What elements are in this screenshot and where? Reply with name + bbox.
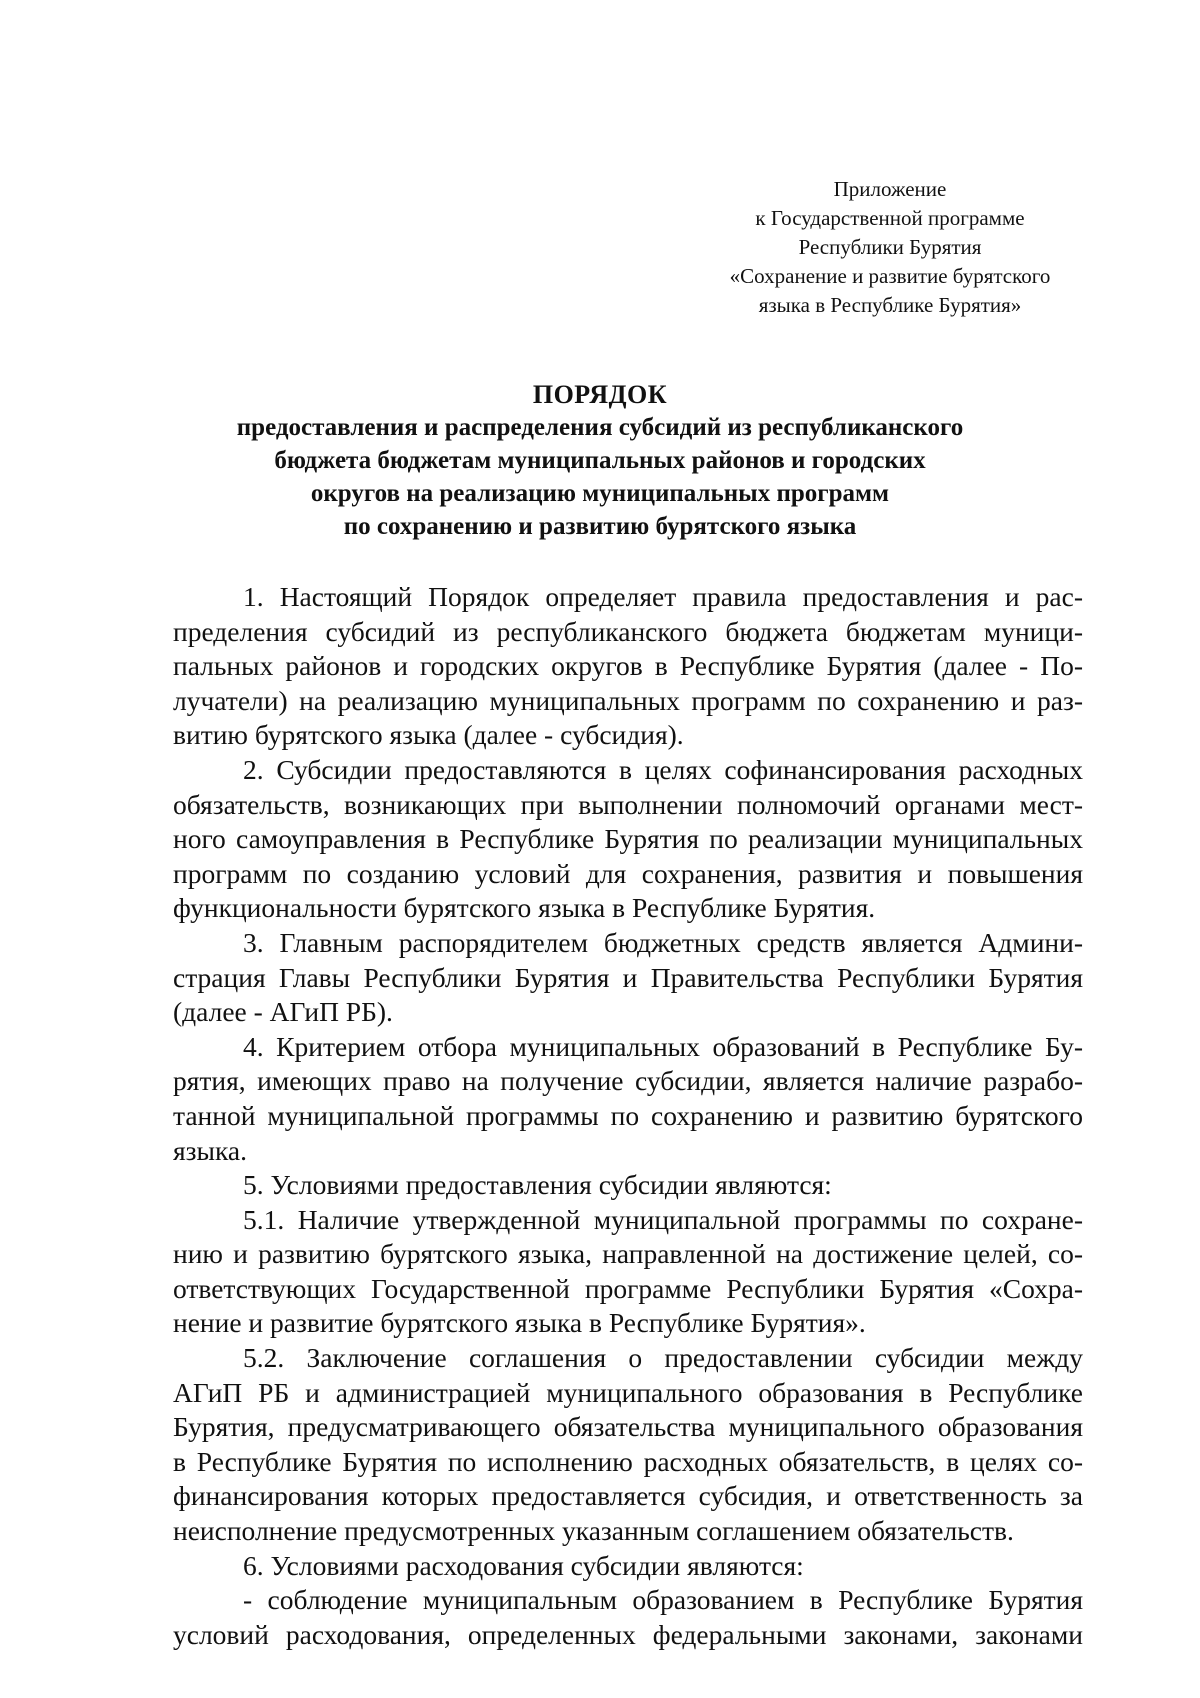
body-line: условий расходования, определенных федеральными законами, законами [173,1618,1083,1650]
title-line: предоставления и распределения субсидий из республиканского [236,414,964,441]
body-line: языка. [173,1134,248,1166]
body-line: пальных районов и городских округов в Республике Бурятия (далее - По- [173,650,1083,682]
body-line: танной муниципальной программы по сохранению и развитию бурятского [173,1099,1083,1131]
body-line: АГиП РБ и администрацией муниципального образования в Республике [173,1376,1083,1408]
body-line: 5.2. Заключение соглашения о предоставлении субсидии между [243,1342,1083,1374]
title-main: ПОРЯДОК [532,380,668,409]
title-line: бюджета бюджетам муниципальных районов и городских [274,447,926,474]
body-line: (далее - АГиП РБ). [173,996,393,1028]
body-line: 5. Условиями предоставления субсидии являются: [243,1169,832,1201]
body-line: 6. Условиями расходования субсидии являются: [243,1549,804,1581]
body-line: - соблюдение муниципальным образованием в Республике Бурятия [243,1584,1083,1616]
document-title [100,378,1100,543]
body-line: 2. Субсидии предоставляются в целях софинансирования расходных [243,753,1083,785]
body-line: нию и развитию бурятского языка, направленной на достижение целей, со- [173,1238,1083,1270]
body-line: страция Главы Республики Бурятия и Правительства Республики Бурятия [173,961,1083,993]
body-line: Бурятия, предусматривающего обязательства муниципального образования [173,1411,1083,1443]
body-line: 3. Главным распорядителем бюджетных средств является Админи- [243,926,1083,958]
body-line: 1. Настоящий Порядок определяет правила предоставления и рас- [243,581,1083,612]
appendix-line: к Государственной программе [755,206,1025,230]
body-line: нение и развитие бурятского языка в Республике Бурятия». [173,1307,866,1339]
body-line: ответствующих Государственной программе Республики Бурятия «Сохра- [173,1272,1083,1304]
body-line: ного самоуправления в Республике Бурятия по реализации муниципальных [173,823,1083,855]
body-line: рятия, имеющих право на получение субсидии, является наличие разрабо- [173,1065,1083,1097]
document-body [173,580,1083,1652]
body-line: программ по созданию условий для сохранения, развития и повышения [173,857,1083,889]
body-line: функциональности бурятского языка в Республике Бурятия. [173,892,876,924]
body-line: 5.1. Наличие утвержденной муниципальной программы по сохране- [243,1203,1083,1235]
body-line: обязательств, возникающих при выполнении полномочий органами мест- [173,788,1083,820]
title-line: по сохранению и развитию бурятского языка [343,513,857,540]
appendix-line: Приложение [833,177,947,201]
body-line: неисполнение предусмотренных указанным соглашением обязательств. [173,1515,1014,1547]
body-line: пределения субсидий из республиканского бюджета бюджетам муници- [173,615,1083,647]
appendix-line: языка в Республике Бурятия» [758,293,1022,317]
appendix-line: «Сохранение и развитие бурятского [729,264,1051,288]
body-line: финансирования которых предоставляется субсидия, и ответственность за [173,1480,1083,1512]
appendix-line: Республики Бурятия [798,235,982,259]
body-line: лучатели) на реализацию муниципальных программ по сохранению и раз- [173,684,1083,716]
title-line: округов на реализацию муниципальных программ [310,480,890,507]
appendix-header [690,175,1090,320]
body-line: витию бурятского языка (далее - субсидия). [173,719,684,751]
body-line: 4. Критерием отбора муниципальных образований в Республике Бу- [243,1030,1083,1062]
body-line: в Республике Бурятия по исполнению расходных обязательств, в целях со- [173,1445,1083,1477]
